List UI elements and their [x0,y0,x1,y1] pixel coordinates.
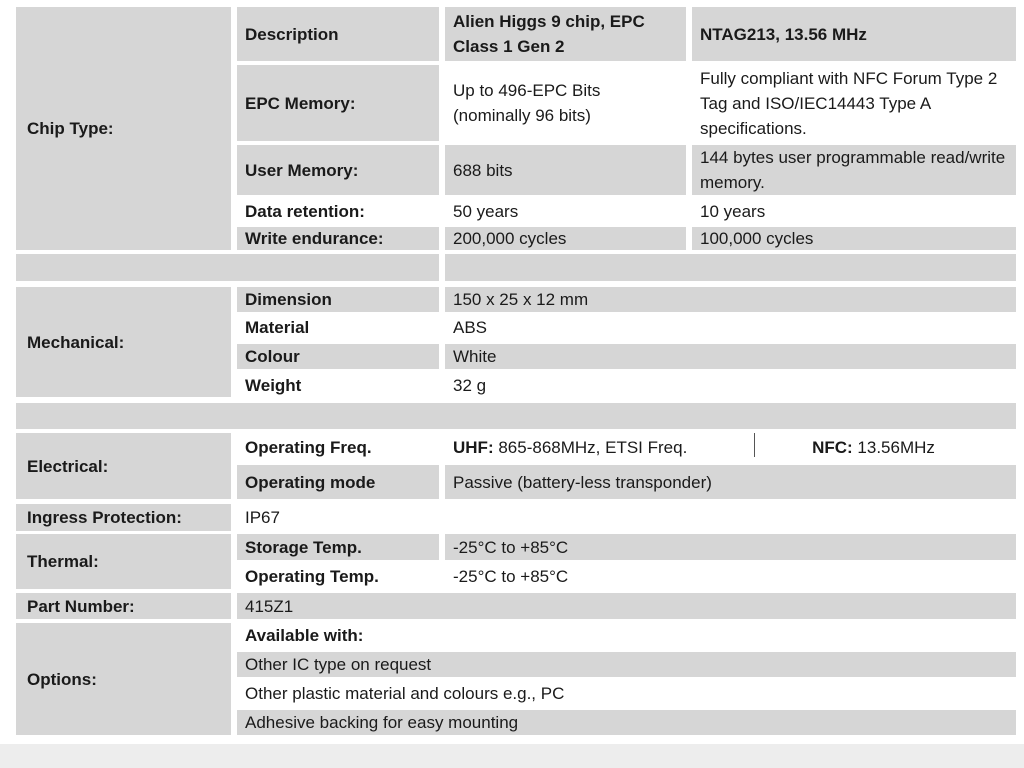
chip-description-nfc: NTAG213, 13.56 MHz [692,7,1016,61]
freq-divider [754,433,755,457]
weight-value: 32 g [445,373,1016,398]
epc-memory-label: EPC Memory: [237,65,439,141]
dimension-value: 150 x 25 x 12 mm [445,287,1016,312]
nfc-prefix: NFC: [812,437,853,457]
user-memory-label: User Memory: [237,145,439,195]
weight-label: Weight [237,373,439,398]
material-label: Material [237,315,439,340]
chip-description-uhf: Alien Higgs 9 chip, EPC Class 1 Gen 2 [445,7,686,61]
epc-memory-nfc: Fully compliant with NFC Forum Type 2 Tag and ISO/IEC14443 Type A specifications. [692,65,1016,141]
category-chip-type: Chip Type: [16,7,231,250]
write-endurance-nfc: 100,000 cycles [692,227,1016,250]
epc-memory-uhf: Up to 496-EPC Bits (nominally 96 bits) [445,65,686,141]
chip-description-label: Description [237,7,439,61]
operating-freq-nfc [731,433,1016,461]
dimension-label: Dimension [237,287,439,312]
operating-temp-value: -25°C to +85°C [445,563,1016,589]
spacer-row-full [16,403,1016,429]
option-item: Adhesive backing for easy mounting [237,710,1016,735]
operating-mode-value: Passive (battery-less transponder) [445,465,1016,499]
data-retention-label: Data retention: [237,198,439,224]
uhf-prefix: UHF: [453,437,494,457]
category-mechanical: Mechanical: [16,287,231,397]
options-heading: Available with: [237,623,1016,648]
option-item: Other IC type on request [237,652,1016,677]
data-retention-nfc: 10 years [692,198,1016,224]
operating-mode-label: Operating mode [237,465,439,499]
operating-freq-uhf [445,433,727,461]
category-electrical: Electrical: [16,433,231,499]
ingress-protection-value: IP67 [237,504,1016,531]
write-endurance-uhf: 200,000 cycles [445,227,686,250]
user-memory-uhf: 688 bits [445,145,686,195]
operating-freq-label: Operating Freq. [237,433,439,461]
nfc-value: 13.56MHz [857,437,935,457]
category-thermal: Thermal: [16,534,231,589]
uhf-value: 865-868MHz, ETSI Freq. [498,437,688,457]
data-retention-uhf: 50 years [445,198,686,224]
category-ingress-protection: Ingress Protection: [16,504,231,531]
category-options: Options: [16,623,231,735]
user-memory-nfc: 144 bytes user programmable read/write memory. [692,145,1016,195]
spacer-row-right [445,254,1016,281]
colour-label: Colour [237,344,439,369]
option-item: Other plastic material and colours e.g., PC [237,681,1016,706]
operating-temp-label: Operating Temp. [237,563,439,589]
material-value: ABS [445,315,1016,340]
spacer-row-left [16,254,439,281]
part-number-value: 415Z1 [237,593,1016,619]
storage-temp-value: -25°C to +85°C [445,534,1016,560]
footer-band [0,744,1024,768]
storage-temp-label: Storage Temp. [237,534,439,560]
category-part-number: Part Number: [16,593,231,619]
write-endurance-label: Write endurance: [237,227,439,250]
colour-value: White [445,344,1016,369]
